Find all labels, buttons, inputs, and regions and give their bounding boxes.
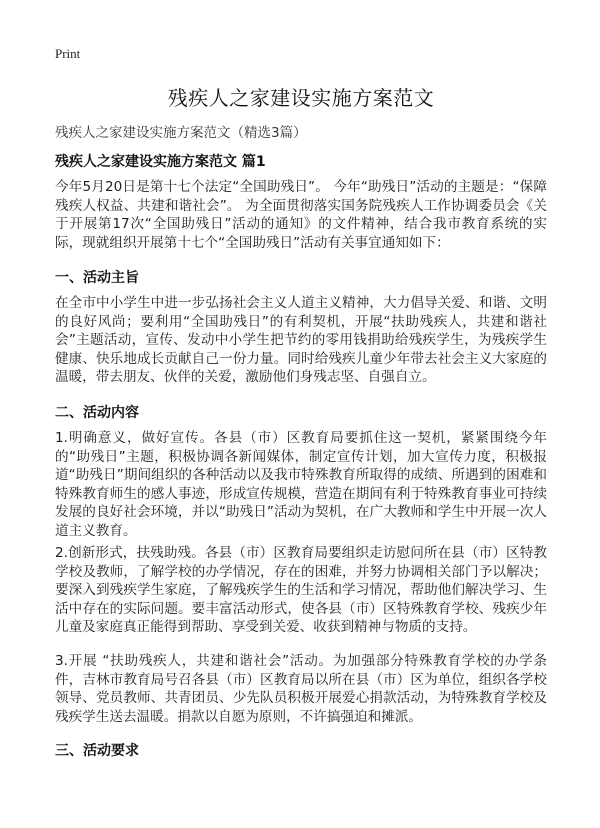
print-label[interactable]: Print [55, 46, 81, 61]
purpose-paragraph: 在全市中小学生中进一步弘扬社会主义人道主义精神，大力倡导关爱、和谐、文明的良好风尚；要利用“全国助残日”的有利契机，开展“扶助残疾人，共建和谐社会”主题活动，宣传、发动中小学生把节约的零用钱捐助给残疾学生，为残疾学生健康、快乐地成长贡献自己一份力量。同时给残疾儿童少年带去社会主义大家庭的温暖，带去朋友、伙伴的关爱，激励他们身残志坚、自强自立。 [55, 295, 547, 386]
content-paragraph-2: 2.创新形式，扶残助残。各县（市）区教育局要组织走访慰问所在县（市）区特教学校及教师，了解学校的办学情况，存在的困难，并努力协调相关部门予以解决；要深入到残疾学生家庭，了解残疾学生的生活和学习情况，帮助他们解决学习、生活中存在的实际问题。要丰富活动形式，使各县（市）区特殊教育学校、残疾少年儿童及家庭真正能得到帮助、享受到关爱、收获到精神与物质的支持。 [55, 545, 547, 636]
section-heading-requirements: 三、活动要求 [55, 743, 139, 759]
intro-paragraph: 今年5月20日是第十七个法定“全国助残日”。 今年“助残日”活动的主题是：“保障残疾人权益、共建和谐社会”。 为全面贯彻落实国务院残疾人工作协调委员会《关于开展第17次“全国助残日”活动的通知》的文件精神，结合我市教育系统的实际，现就组织开展第十七个“全国助残日”活动有关事宜通知如下： [55, 179, 547, 251]
document-subtitle: 残疾人之家建设实施方案范文（精选3篇） [55, 125, 307, 141]
section-heading-content: 二、活动内容 [55, 405, 139, 421]
article-heading: 残疾人之家建设实施方案范文 篇1 [55, 154, 266, 170]
document-title: 残疾人之家建设实施方案范文 [167, 86, 435, 110]
content-paragraph-1: 1.明确意义，做好宣传。各县（市）区教育局要抓住这一契机，紧紧围绕今年的“助残日”主题，积极协调各新闻媒体，制定宣传计划，加大宣传力度，积极报道“助残日”期间组织的各种活动以及我市特殊教育所取得的成绩、所遇到的困难和特殊教育师生的感人事迹，形成宣传规模，营造在期间有利于特殊教育事业可持续发展的良好社会环境，并以“助残日”活动为契机，在广大教师和学生中开展一次人道主义教育。 [55, 430, 547, 539]
content-paragraph-3: 3.开展 “扶助残疾人，共建和谐社会”活动。为加强部分特殊教育学校的办学条件，吉林市教育局号召各县（市）区教育局以所在县（市）区为单位，组织各学校领导、党员教师、共青团员、少先队员积极开展爱心捐款活动，为特殊教育学校及残疾学生送去温暖。捐款以自愿为原则，不许搞强迫和摊派。 [55, 653, 547, 725]
section-heading-purpose: 一、活动主旨 [55, 270, 139, 286]
